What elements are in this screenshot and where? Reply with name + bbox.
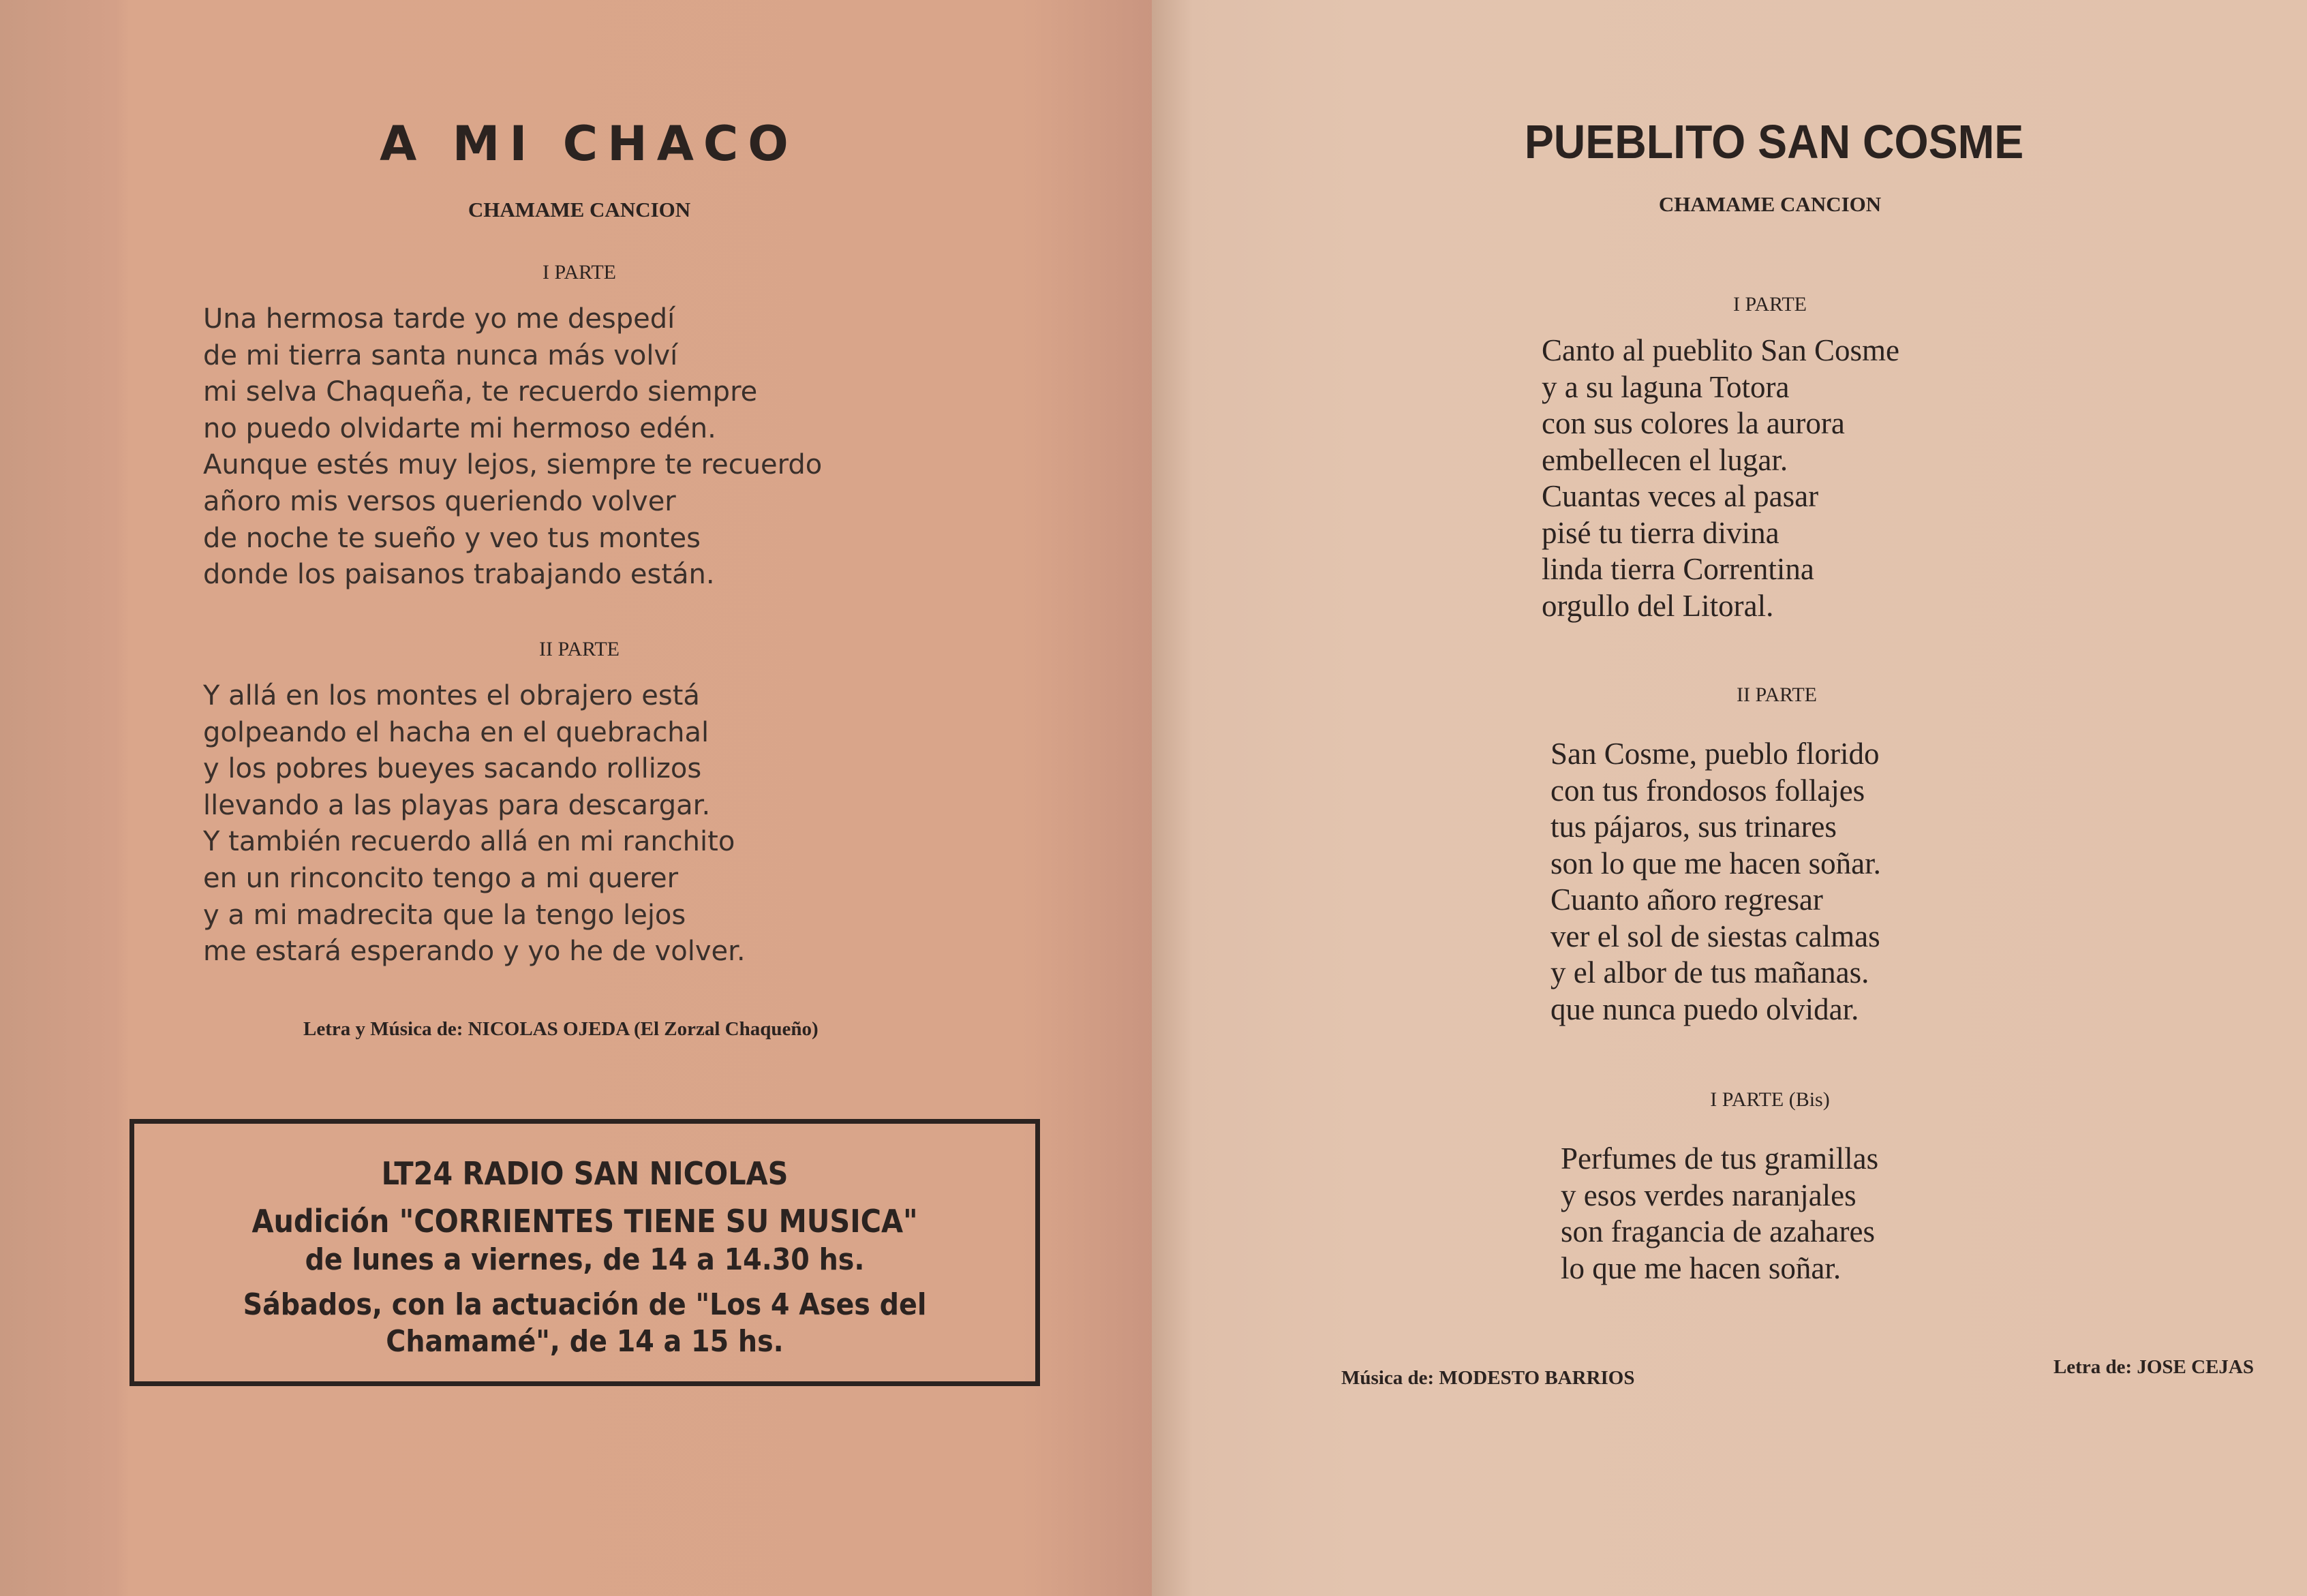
lyric-line: y a su laguna Totora (1542, 369, 1790, 404)
part-label: II PARTE (539, 638, 620, 660)
left-page (0, 0, 1152, 1596)
lyric-line: embellecen el lugar. (1542, 442, 1788, 477)
lyric-line: y el albor de tus mañanas. (1550, 955, 1869, 989)
verse-1 (1542, 333, 1899, 624)
lyric-line: y esos verdes naranjales (1561, 1178, 1857, 1212)
lyric-line: en un rinconcito tengo a mi querer (203, 862, 679, 894)
part-label: I PARTE (Bis) (1710, 1088, 1830, 1111)
lyrics-credit: Letra de: JOSE CEJAS (2053, 1356, 2254, 1378)
lyric-line: Canto al pueblito San Cosme (1542, 333, 1899, 367)
part-label: I PARTE (543, 261, 616, 283)
song-title: PUEBLITO SAN COSME (1524, 115, 2024, 168)
ad-station: LT24 RADIO SAN NICOLAS (381, 1155, 789, 1192)
lyric-line: donde los paisanos trabajando están. (203, 559, 715, 591)
lyric-line: de noche te sueño y veo tus montes (203, 522, 701, 554)
lyric-line: añoro mis versos queriendo volver (203, 485, 676, 517)
part-label: I PARTE (1733, 293, 1807, 316)
lyric-line: con sus colores la aurora (1542, 406, 1845, 440)
lyric-line: pisé tu tierra divina (1542, 515, 1779, 550)
ad-program: Audición "CORRIENTES TIENE SU MUSICA" (251, 1203, 918, 1240)
lyric-line: me estará esperando y yo he de volver. (203, 936, 746, 968)
lyric-line: ver el sol de siestas calmas (1550, 919, 1880, 953)
lyric-line: Y también recuerdo allá en mi ranchito (203, 826, 735, 858)
music-credit: Música de: MODESTO BARRIOS (1341, 1367, 1635, 1389)
lyric-line: llevando a las playas para descargar. (203, 789, 711, 821)
lyric-line: Perfumes de tus gramillas (1561, 1141, 1879, 1176)
song-title: A MI CHACO (380, 116, 798, 172)
verse-3 (1561, 1141, 1878, 1287)
lyric-line: orgullo del Litoral. (1542, 588, 1774, 623)
lyric-line: Y allá en los montes el obrajero está (203, 680, 700, 711)
lyric-line: con tus frondosos follajes (1550, 773, 1865, 808)
lyric-line: San Cosme, pueblo florido (1550, 737, 1880, 771)
song-subtitle: CHAMAME CANCION (468, 198, 691, 221)
lyric-line: linda tierra Correntina (1542, 552, 1814, 586)
verse-2 (1550, 736, 1881, 1028)
lyric-line: mi selva Chaqueña, te recuerdo siempre (203, 376, 758, 408)
verse-2 (203, 678, 746, 970)
lyric-line: Aunque estés muy lejos, siempre te recuerdo (203, 449, 823, 481)
ad-saturday-schedule: Sábados, con la actuación de "Los 4 Ases del (243, 1287, 927, 1322)
right-page (1152, 0, 2307, 1596)
lyric-line: tus pájaros, sus trinares (1550, 810, 1837, 844)
radio-advertisement (129, 1119, 1040, 1386)
verse-1 (203, 301, 822, 594)
lyric-line: Cuanto añoro regresar (1550, 883, 1823, 917)
lyric-line: y a mi madrecita que la tengo lejos (203, 899, 686, 931)
lyric-line: no puedo olvidarte mi hermoso edén. (203, 412, 716, 444)
ad-weekday-schedule: de lunes a viernes, de 14 a 14.30 hs. (305, 1242, 865, 1277)
lyric-line: de mi tierra santa nunca más volví (203, 339, 678, 371)
lyric-line: Cuantas veces al pasar (1542, 479, 1819, 513)
lyric-line: golpeando el hacha en el quebrachal (203, 716, 709, 748)
lyric-line: Una hermosa tarde yo me despedí (203, 303, 675, 335)
lyric-line: lo que me hacen soñar. (1561, 1250, 1842, 1285)
part-label: II PARTE (1737, 684, 1817, 706)
lyric-line: y los pobres bueyes sacando rollizos (203, 753, 702, 785)
song-subtitle: CHAMAME CANCION (1658, 192, 1882, 216)
author-credit: Letra y Música de: NICOLAS OJEDA (El Zorzal Chaqueño) (303, 1018, 819, 1040)
ad-saturday-schedule-cont: Chamamé", de 14 a 15 hs. (386, 1324, 784, 1359)
lyric-line: son fragancia de azahares (1561, 1214, 1875, 1248)
lyric-line: que nunca puedo olvidar. (1550, 992, 1859, 1026)
lyric-line: son lo que me hacen soñar. (1550, 846, 1881, 880)
